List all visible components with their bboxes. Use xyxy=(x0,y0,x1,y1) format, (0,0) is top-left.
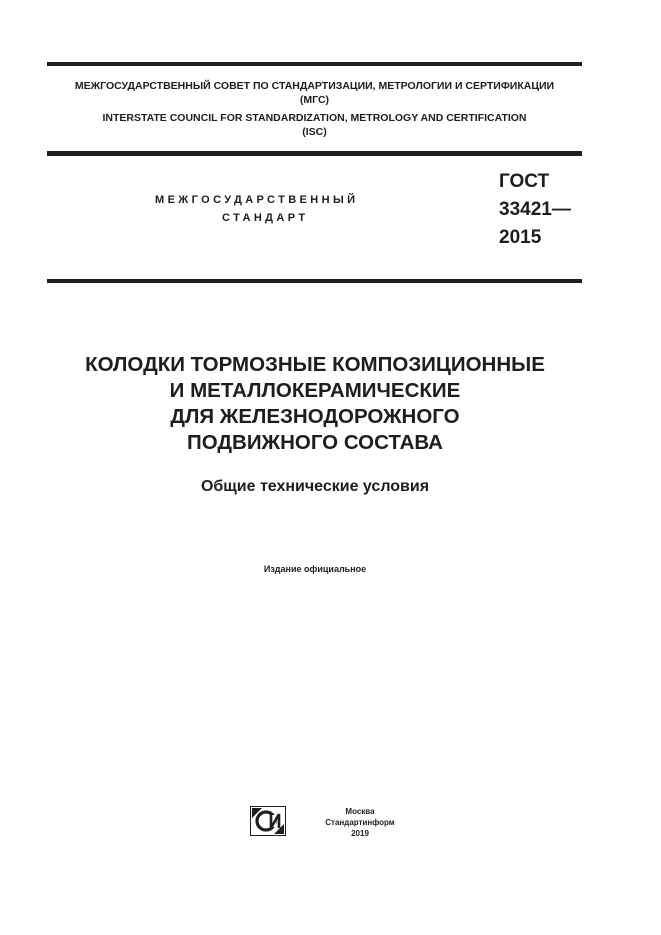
standartinform-logo xyxy=(250,806,286,836)
title-line3: ДЛЯ ЖЕЛЕЗНОДОРОЖНОГО xyxy=(170,405,460,428)
publisher-name: Стандартинформ xyxy=(325,818,395,827)
title-line1: КОЛОДКИ ТОРМОЗНЫЕ КОМПОЗИЦИОННЫЕ xyxy=(85,353,545,376)
gost-year: 2015 xyxy=(499,227,542,248)
council-ru-line1: МЕЖГОСУДАРСТВЕННЫЙ СОВЕТ ПО СТАНДАРТИЗАЦИИ, МЕТРОЛОГИИ И СЕРТИФИКАЦИИ xyxy=(74,80,555,92)
edition-note: Издание официальное xyxy=(263,564,367,574)
council-en-line1: INTERSTATE COUNCIL FOR STANDARDIZATION, METROLOGY AND CERTIFICATION xyxy=(102,112,527,124)
council-en-line2: (ISC) xyxy=(302,126,327,138)
gost-prefix: ГОСТ xyxy=(499,171,550,192)
gost-number: 33421— xyxy=(499,199,571,220)
standartinform-logo-icon xyxy=(250,806,286,836)
title-line2: И МЕТАЛЛОКЕРАМИЧЕСКИЕ xyxy=(169,379,461,402)
document-subtitle: Общие технические условия xyxy=(200,478,430,495)
title-line4: ПОДВИЖНОГО СОСТАВА xyxy=(187,431,443,454)
designation-bottom-rule xyxy=(47,279,582,283)
header-bottom-rule xyxy=(47,151,582,156)
publisher-year: 2019 xyxy=(351,829,369,838)
standard-type-line2: СТАНДАРТ xyxy=(222,212,309,224)
council-ru-line2: (МГС) xyxy=(299,94,330,106)
standard-type-line1: МЕЖГОСУДАРСТВЕННЫЙ xyxy=(155,194,359,206)
publisher-city: Москва xyxy=(345,807,375,816)
top-rule xyxy=(47,62,582,66)
